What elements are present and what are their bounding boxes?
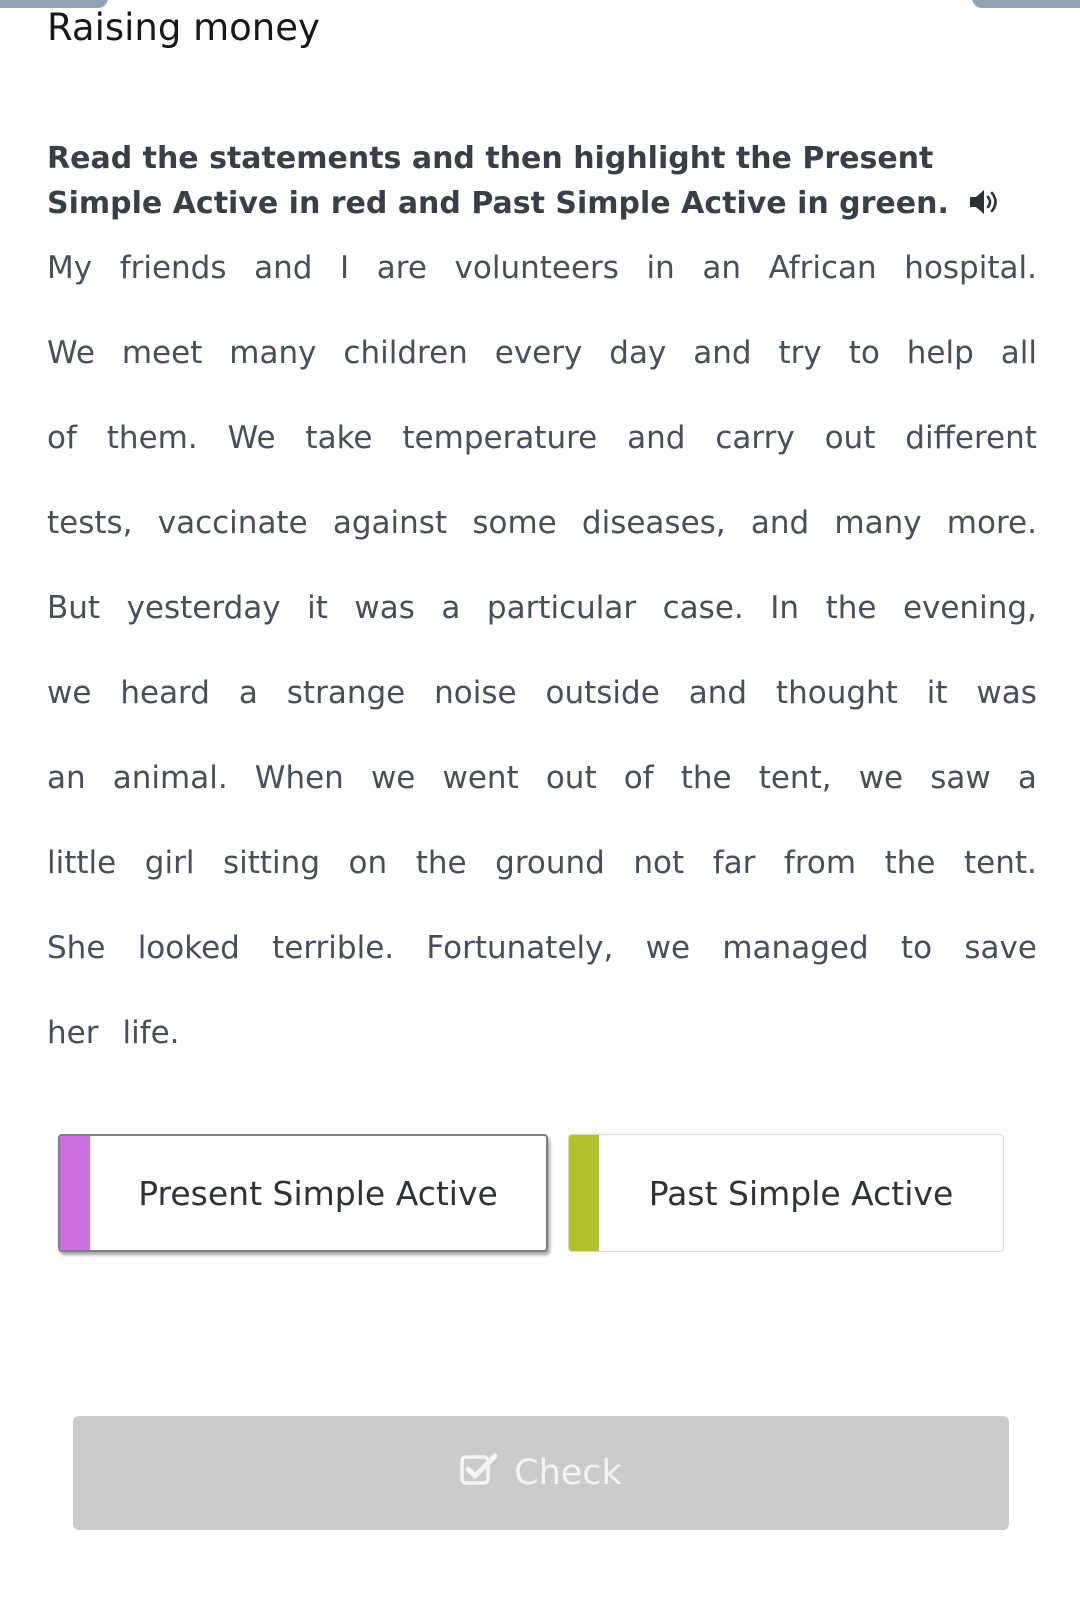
- passage-word[interactable]: against: [332, 505, 448, 541]
- passage-word[interactable]: thought: [775, 675, 898, 711]
- passage-word[interactable]: of: [623, 760, 654, 796]
- passage-word[interactable]: try: [778, 335, 822, 371]
- reading-passage: [47, 235, 1037, 1085]
- passage-word[interactable]: managed: [722, 930, 869, 966]
- passage-word[interactable]: it: [307, 590, 328, 626]
- passage-word[interactable]: little: [47, 845, 117, 881]
- passage-word[interactable]: on: [348, 845, 388, 881]
- passage-word[interactable]: help: [906, 335, 974, 371]
- passage-word[interactable]: and: [254, 250, 313, 286]
- passage-word[interactable]: are: [376, 250, 427, 286]
- passage-word[interactable]: saw: [930, 760, 991, 796]
- passage-word[interactable]: more.: [946, 505, 1037, 541]
- passage-word[interactable]: tent.: [964, 845, 1037, 881]
- passage-word[interactable]: many: [229, 335, 317, 371]
- passage-word[interactable]: different: [905, 420, 1037, 456]
- instruction-label: Read the statements and then highlight the Present Simple Active in red and Past Simple Active in green.: [47, 141, 949, 221]
- past-color-bar: [569, 1135, 599, 1251]
- passage-word[interactable]: and: [627, 420, 686, 456]
- passage-line: [47, 1000, 1037, 1085]
- passage-word[interactable]: We: [47, 335, 95, 371]
- passage-word[interactable]: She: [47, 930, 106, 966]
- passage-word[interactable]: of: [47, 420, 77, 456]
- passage-word[interactable]: But: [47, 590, 101, 626]
- passage-word[interactable]: was: [976, 675, 1037, 711]
- passage-word[interactable]: from: [783, 845, 857, 881]
- passage-word[interactable]: children: [343, 335, 468, 371]
- category-selector: [58, 1134, 1004, 1252]
- passage-word[interactable]: every: [494, 335, 583, 371]
- passage-word[interactable]: day: [609, 335, 667, 371]
- passage-word[interactable]: temperature: [402, 420, 598, 456]
- passage-line: [47, 660, 1037, 745]
- passage-word[interactable]: a: [441, 590, 461, 626]
- passage-line: [47, 575, 1037, 660]
- passage-word[interactable]: out: [545, 760, 597, 796]
- passage-word[interactable]: meet: [121, 335, 203, 371]
- passage-word[interactable]: to: [900, 930, 933, 966]
- passage-word[interactable]: We: [227, 420, 276, 456]
- passage-line: [47, 830, 1037, 915]
- passage-word[interactable]: heard: [120, 675, 210, 711]
- passage-word[interactable]: looked: [137, 930, 240, 966]
- passage-word[interactable]: and: [693, 335, 752, 371]
- passage-word[interactable]: it: [926, 675, 948, 711]
- passage-word[interactable]: out: [824, 420, 876, 456]
- passage-word[interactable]: strange: [286, 675, 406, 711]
- passage-word[interactable]: the: [884, 845, 936, 881]
- passage-word[interactable]: case.: [662, 590, 744, 626]
- speaker-icon[interactable]: [967, 185, 1001, 215]
- passage-line: [47, 320, 1037, 405]
- top-right-tab: [972, 0, 1080, 8]
- passage-word[interactable]: life.: [122, 1015, 180, 1051]
- passage-word[interactable]: them.: [106, 420, 198, 456]
- passage-word[interactable]: we: [645, 930, 691, 966]
- passage-word[interactable]: to: [848, 335, 880, 371]
- check-button[interactable]: [73, 1416, 1009, 1530]
- past-simple-active-label: Past Simple Active: [648, 1173, 954, 1213]
- passage-word[interactable]: an: [702, 250, 742, 286]
- passage-word[interactable]: In: [770, 590, 800, 626]
- page-title: Raising money: [47, 6, 320, 49]
- passage-word[interactable]: and: [688, 675, 748, 711]
- passage-word[interactable]: not: [633, 845, 685, 881]
- passage-word[interactable]: sitting: [222, 845, 320, 881]
- passage-word[interactable]: some: [472, 505, 557, 541]
- passage-word[interactable]: outside: [545, 675, 660, 711]
- passage-line: [47, 745, 1037, 830]
- past-simple-active-button[interactable]: [568, 1134, 1004, 1252]
- passage-word[interactable]: tent,: [758, 760, 832, 796]
- passage-word[interactable]: the: [825, 590, 877, 626]
- passage-word[interactable]: the: [680, 760, 732, 796]
- passage-word[interactable]: evening,: [902, 590, 1037, 626]
- passage-word[interactable]: we: [858, 760, 904, 796]
- passage-line: [47, 915, 1037, 1000]
- checkbox-check-icon: [460, 1452, 514, 1495]
- passage-word[interactable]: Fortunately,: [426, 930, 614, 966]
- passage-word[interactable]: went: [442, 760, 519, 796]
- passage-line: [47, 405, 1037, 490]
- passage-word[interactable]: in: [646, 250, 675, 286]
- passage-word[interactable]: was: [354, 590, 415, 626]
- passage-word[interactable]: terrible.: [272, 930, 395, 966]
- passage-word[interactable]: a: [1017, 760, 1037, 796]
- passage-word[interactable]: diseases,: [581, 505, 726, 541]
- passage-word[interactable]: particular: [486, 590, 637, 626]
- passage-word[interactable]: vaccinate: [157, 505, 308, 541]
- present-color-bar: [60, 1136, 90, 1250]
- passage-word[interactable]: take: [305, 420, 373, 456]
- passage-word[interactable]: My: [47, 250, 93, 286]
- passage-word[interactable]: and: [750, 505, 810, 541]
- passage-word[interactable]: her: [47, 1015, 99, 1051]
- passage-word[interactable]: tests,: [47, 505, 133, 541]
- passage-word[interactable]: an: [47, 760, 86, 796]
- passage-word[interactable]: far: [712, 845, 756, 881]
- passage-word[interactable]: many: [834, 505, 922, 541]
- passage-word[interactable]: a: [238, 675, 258, 711]
- passage-word[interactable]: ground: [495, 845, 605, 881]
- passage-word[interactable]: we: [47, 675, 92, 711]
- check-label: Check: [514, 1453, 622, 1493]
- present-simple-active-button[interactable]: [58, 1134, 548, 1252]
- passage-word[interactable]: noise: [434, 675, 517, 711]
- passage-word[interactable]: the: [415, 845, 467, 881]
- passage-word[interactable]: girl: [144, 845, 195, 881]
- passage-word[interactable]: hospital.: [904, 250, 1037, 286]
- passage-word[interactable]: When: [254, 760, 344, 796]
- present-simple-active-label: Present Simple Active: [138, 1173, 498, 1213]
- passage-line: [47, 235, 1037, 320]
- passage-word[interactable]: African: [768, 250, 877, 286]
- passage-word[interactable]: I: [340, 250, 350, 286]
- instruction-text: [47, 136, 1027, 226]
- passage-line: [47, 490, 1037, 575]
- passage-word[interactable]: yesterday: [126, 590, 281, 626]
- passage-word[interactable]: carry: [715, 420, 795, 456]
- passage-word[interactable]: volunteers: [454, 250, 619, 286]
- passage-word[interactable]: all: [1000, 335, 1037, 371]
- passage-word[interactable]: animal.: [112, 760, 228, 796]
- passage-word[interactable]: friends: [119, 250, 227, 286]
- passage-word[interactable]: we: [370, 760, 416, 796]
- passage-word[interactable]: save: [964, 930, 1037, 966]
